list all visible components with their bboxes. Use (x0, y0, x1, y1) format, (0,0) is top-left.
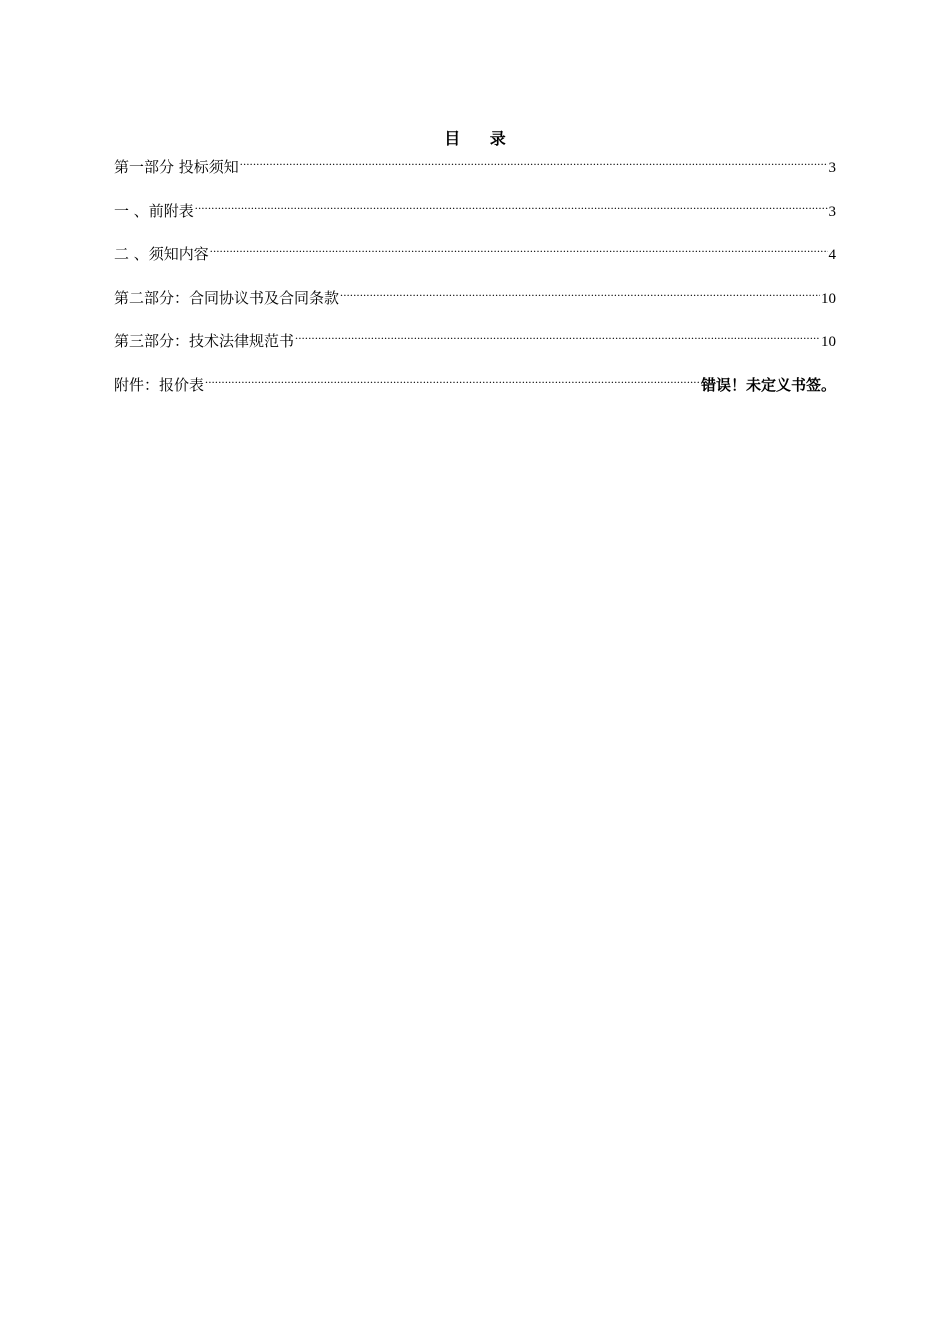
toc-entry-page-error: 错误！未定义书签。 (700, 375, 836, 394)
toc-dot-leader (195, 194, 828, 216)
toc-entry-label: 附件：报价表 (114, 375, 205, 394)
toc-entry-page: 4 (828, 247, 836, 263)
toc-entry-label: 二 、须知内容 (114, 245, 209, 263)
toc-entry-page: 3 (828, 203, 836, 220)
toc-entry-label: 第三部分：技术法律规范书 (114, 332, 295, 350)
toc-entry-label: 第二部分：合同协议书及合同条款 (114, 288, 340, 307)
toc-entry-attachment[interactable] (114, 368, 836, 412)
toc-entry-label: 第一部分 投标须知 (114, 158, 239, 176)
toc-entry-page: 3 (828, 160, 836, 176)
toc-dot-leader (240, 150, 828, 172)
toc-entry-page: 10 (821, 290, 836, 307)
toc-dot-leader (205, 368, 700, 390)
toc-dot-leader (210, 237, 828, 259)
toc-entry-part-two[interactable] (114, 281, 836, 325)
toc-entry-instructions[interactable] (114, 237, 836, 281)
toc-entry-part-three[interactable] (114, 324, 836, 368)
toc-dot-leader (340, 281, 820, 303)
toc-dot-leader (295, 324, 820, 346)
toc-entry-label: 一 、前附表 (114, 201, 194, 220)
toc-entry-part-one[interactable] (114, 150, 836, 194)
toc-entry-front-table[interactable] (114, 194, 836, 238)
toc-title: 目 录 (444, 129, 518, 148)
toc-entry-page: 10 (821, 334, 836, 350)
table-of-contents (114, 150, 836, 411)
